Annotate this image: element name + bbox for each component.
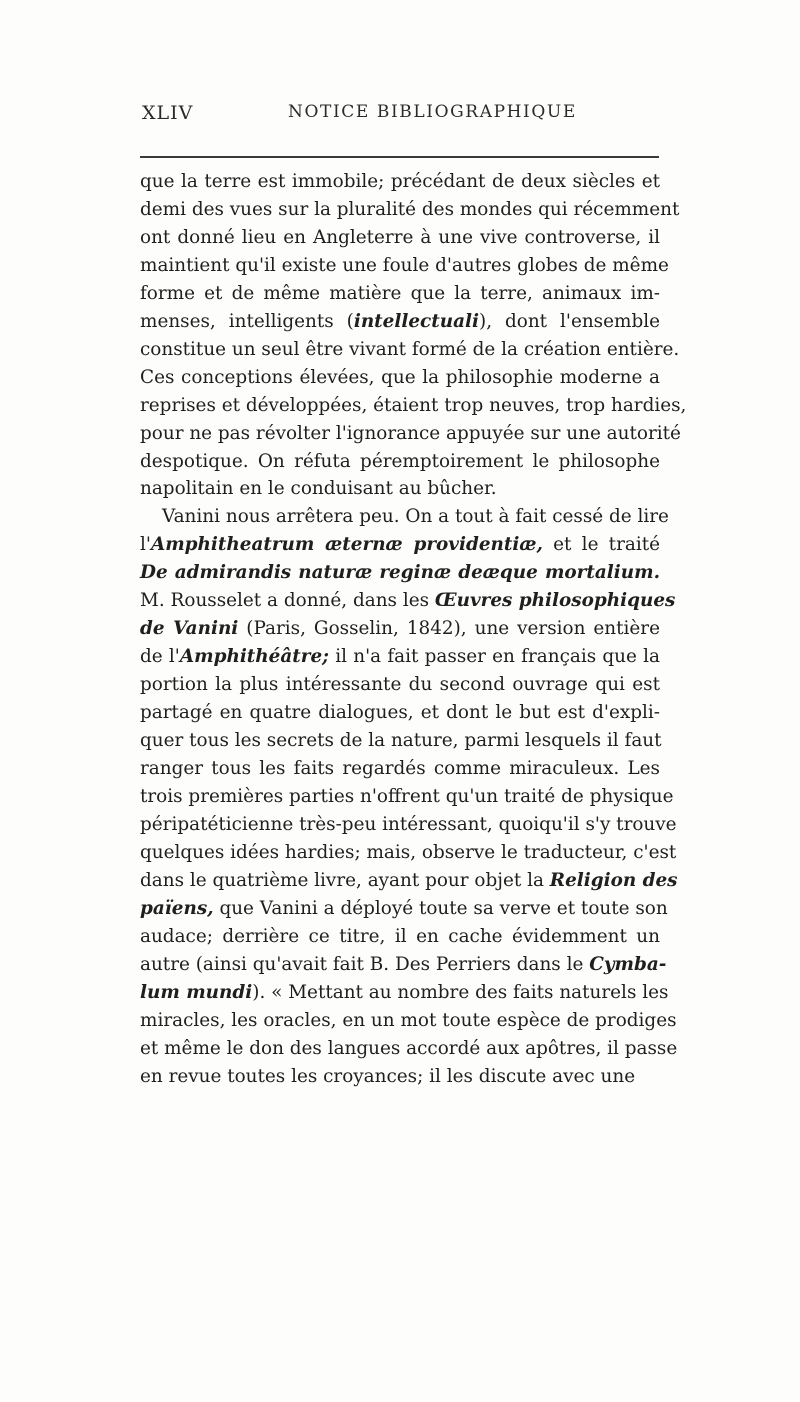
text-line <box>140 867 678 895</box>
text-line <box>140 587 676 615</box>
text-segment: péripatéticienne très-peu intéressant, quoiqu'il s'y trouve <box>140 813 677 835</box>
text-segment: autre (ainsi qu'avait fait B. Des Perriers dans le <box>140 953 590 975</box>
header-rule <box>140 156 659 158</box>
text-line <box>140 531 660 559</box>
text-segment: constitue un seul être vivant formé de la création entière. <box>140 338 680 360</box>
text-line <box>140 280 660 308</box>
text-line <box>140 643 660 671</box>
text-line <box>140 448 660 476</box>
text-line <box>140 783 674 811</box>
italic-title: Religion des <box>549 869 678 891</box>
text-segment: et même le don des langues accordé aux apôtres, il passe <box>140 1037 678 1059</box>
page-number: XLIV <box>142 102 194 124</box>
text-line <box>140 308 660 336</box>
italic-title: Cymba- <box>589 953 667 975</box>
text-line <box>140 559 660 587</box>
text-line <box>140 1063 660 1091</box>
italic-title: lum mundi <box>140 981 253 1003</box>
text-segment: menses, intelligents ( <box>140 310 354 332</box>
text-line <box>140 196 680 224</box>
text-line <box>140 923 660 951</box>
text-segment: miracles, les oracles, en un mot toute espèce de prodiges <box>140 1009 677 1031</box>
text-segment: ), dont l'ensemble <box>479 310 660 332</box>
text-segment: que Vanini a déployé toute sa verve et toute son <box>213 897 668 919</box>
italic-title: païens, <box>140 897 214 919</box>
text-line <box>140 364 660 392</box>
text-line <box>140 420 681 448</box>
text-segment: et le traité <box>542 534 660 556</box>
text-line <box>140 503 669 531</box>
text-segment: trois premières parties n'offrent qu'un traité de physique <box>140 785 674 807</box>
italic-title: De admirandis naturæ reginæ deæque mortalium. <box>140 562 660 584</box>
italic-title: de Vanini <box>140 618 239 640</box>
text-line <box>140 811 677 839</box>
text-segment: Vanini nous arrêtera peu. On a tout à fait cessé de lire <box>162 506 669 528</box>
text-line <box>140 1007 677 1035</box>
italic-title: Amphithéâtre; <box>179 646 329 668</box>
text-line <box>140 392 687 420</box>
text-segment: maintient qu'il existe une foule d'autres globes de même <box>140 254 669 276</box>
italic-title: intellectuali <box>353 310 480 332</box>
text-line <box>140 839 677 867</box>
text-segment: audace; derrière ce titre, il en cache évidemment un <box>140 925 660 947</box>
text-segment: que la terre est immobile; précédant de deux siècles et <box>140 171 660 192</box>
text-segment: portion la plus intéressante du second ouvrage qui est <box>140 674 660 696</box>
text-line <box>140 1035 678 1063</box>
text-segment: quelques idées hardies; mais, observe le traducteur, c'est <box>140 841 677 863</box>
text-segment: en revue toutes les croyances; il les discute avec une <box>140 1065 636 1087</box>
text-segment: napolitain en le conduisant au bûcher. <box>140 478 497 500</box>
text-segment: ranger tous les faits regardés comme miraculeux. Les <box>140 758 660 780</box>
text-line <box>140 951 667 979</box>
text-segment: quer tous les secrets de la nature, parmi lesquels il faut <box>140 730 662 752</box>
text-line <box>140 727 660 755</box>
text-segment: demi des vues sur la pluralité des mondes qui récemment <box>140 198 680 220</box>
text-line <box>140 979 669 1007</box>
text-segment: (Paris, Gosselin, 1842), une version entière <box>238 618 660 640</box>
running-title: NOTICE BIBLIOGRAPHIQUE <box>288 102 577 122</box>
text-line <box>140 252 669 280</box>
text-segment: il n'a fait passer en français que la <box>328 646 660 668</box>
text-segment: de l' <box>140 646 180 668</box>
text-segment: M. Rousselet a donné, dans les <box>140 590 435 612</box>
italic-title: Œuvres philosophiques <box>434 590 676 612</box>
text-segment: ont donné lieu en Angleterre à une vive controverse, il <box>140 226 660 248</box>
text-line <box>140 475 660 503</box>
text-segment: pour ne pas révolter l'ignorance appuyée sur une autorité <box>140 422 681 444</box>
text-segment: Ces conceptions élevées, que la philosophie moderne a <box>140 366 660 388</box>
text-segment: l' <box>140 534 151 556</box>
text-segment: despotique. On réfuta péremptoirement le philosophe <box>140 450 660 472</box>
text-segment: ). « Mettant au nombre des faits naturels les <box>252 981 669 1003</box>
text-line <box>140 224 660 252</box>
text-line <box>140 755 660 783</box>
page-header <box>140 102 660 132</box>
body-text <box>140 168 687 1090</box>
text-segment: partagé en quatre dialogues, et dont le but est d'expli- <box>140 702 660 724</box>
text-line <box>140 336 680 364</box>
text-line <box>140 699 660 727</box>
text-line <box>140 168 660 196</box>
text-line <box>140 671 660 699</box>
text-line <box>140 895 668 923</box>
text-segment: dans le quatrième livre, ayant pour objet la <box>140 869 550 891</box>
text-segment: forme et de même matière que la terre, animaux im- <box>140 282 660 304</box>
text-line <box>140 615 660 643</box>
text-segment: reprises et développées, étaient trop neuves, trop hardies, <box>140 394 687 416</box>
italic-title: Amphitheatrum æternæ providentiæ, <box>150 534 543 556</box>
